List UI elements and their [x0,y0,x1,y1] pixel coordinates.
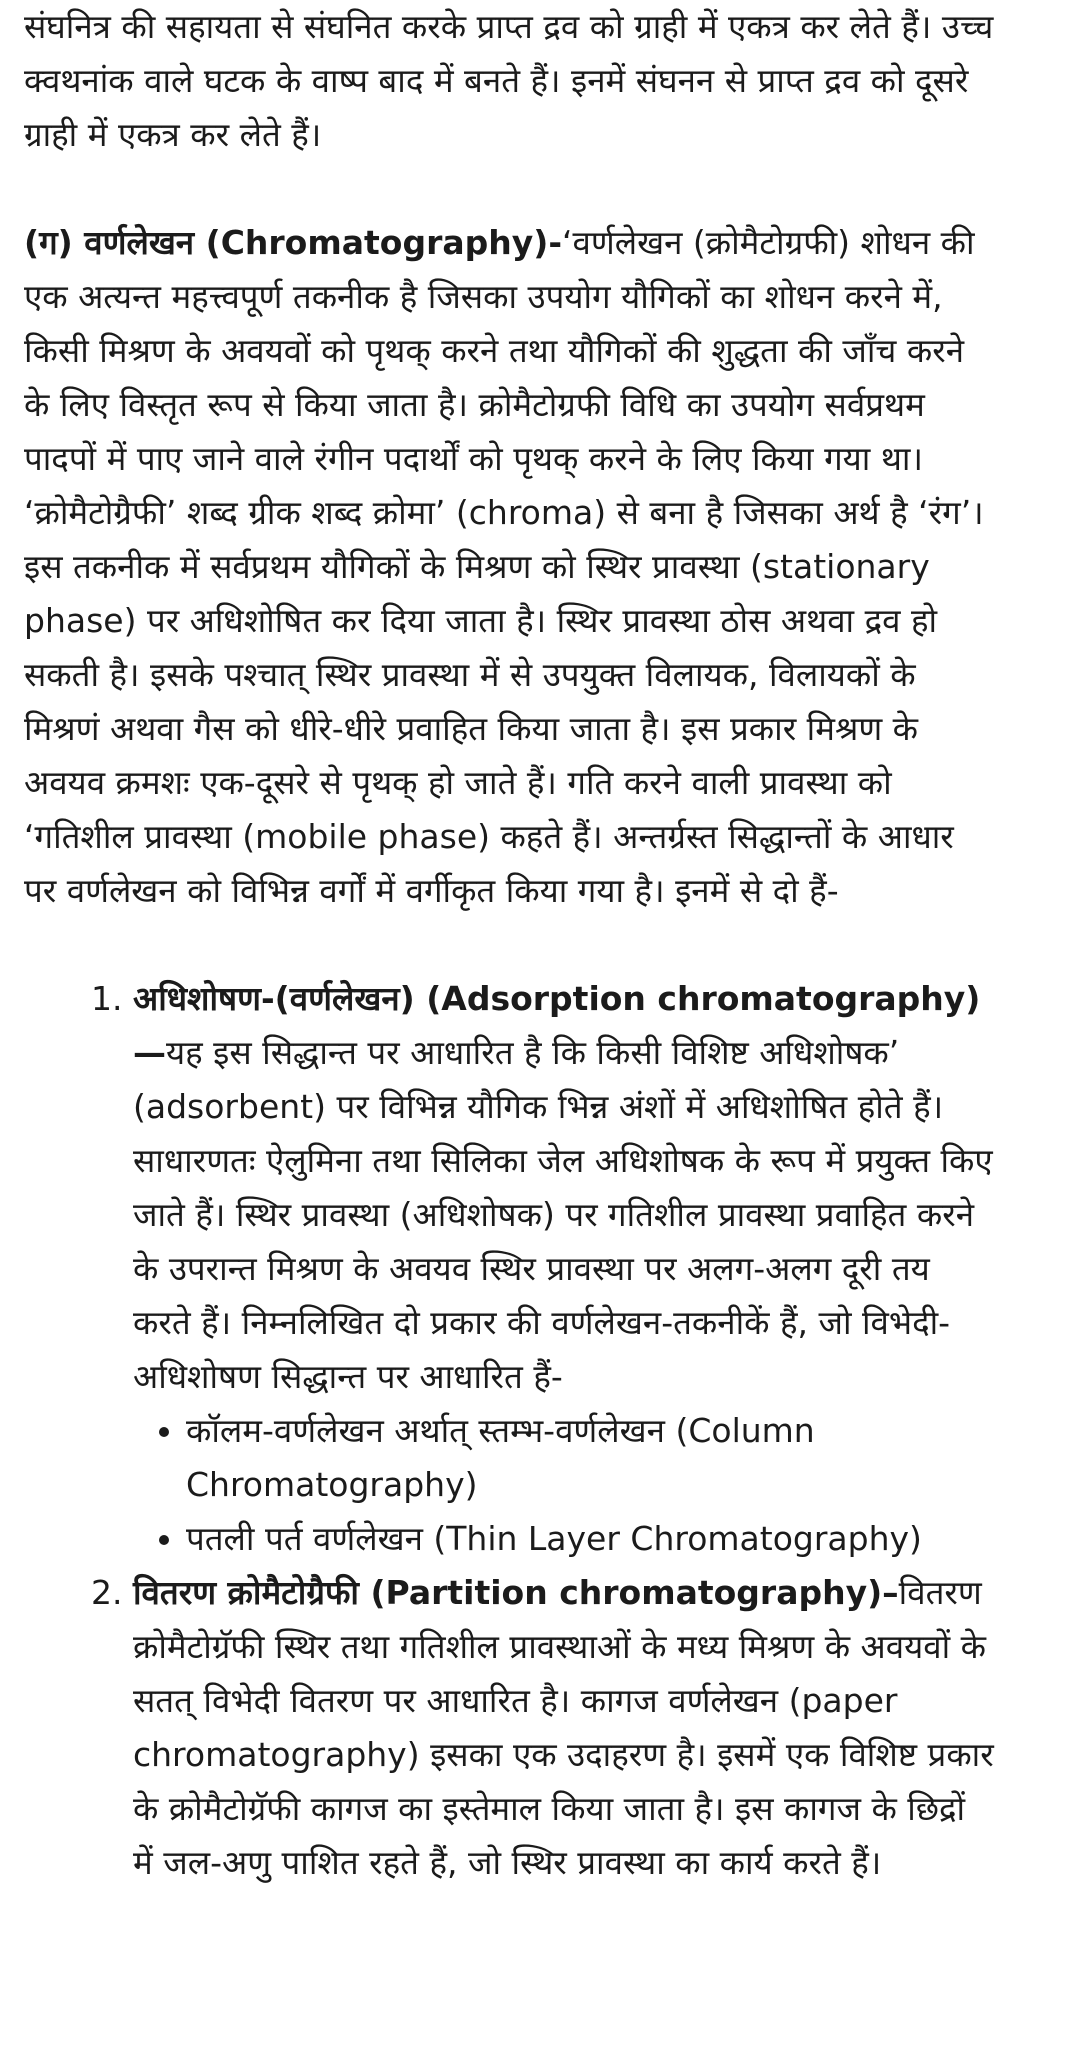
paragraph-gap [24,162,995,216]
adsorption-body: यह इस सिद्धान्त पर आधारित है कि किसी विशिष्ट अधिशोषक’ (adsorbent) पर विभिन्न यौगिक भिन्न अंशों में अधिशोषित होते हैं। साधारणतः ऐलुमिना तथा सिलिका जेल अधिशोषक के रूप में प्रयुक्त किए जाते हैं। स्थिर प्रावस्था (अधिशोषक) पर गतिशील प्रावस्था प्रवाहित करने के उपरान्त मिश्रण के अवयव स्थिर प्रावस्था पर अलग-अलग दूरी तय करते हैं। निम्नलिखित दो प्रकार की वर्णलेखन-तकनीकें हैं, जो विभेदी-अधिशोषण सिद्धान्त पर आधारित हैं- [133,1033,993,1396]
partition-heading: वितरण क्रोमैटोग्रैफी (Partition chromatography)– [133,1573,899,1612]
partition-body: वितरण क्रोमैटोग्रॅफी स्थिर तथा गतिशील प्रावस्थाओं के मध्य मिश्रण के अवयवों के सतत् विभेदी वितरण पर आधारित है। कागज वर्णलेखन (paper chromatography) इसका एक उदाहरण है। इसमें एक विशिष्ट प्रकार के क्रोमैटोग्रॅफी कागज का इस्तेमाल किया जाता है। इस कागज के छिद्रों में जल-अणु पाशित रहते हैं, जो स्थिर प्रावस्था का कार्य करते हैं। [133,1573,994,1882]
list-item-partition [133,1566,995,1890]
bullet-item-column: • कॉलम-वर्णलेखन अर्थात् स्तम्भ-वर्णलेखन (Column Chromatography) [186,1404,995,1512]
intro-paragraph: संघनित्र की सहायता से संघनित करके प्राप्त द्रव को ग्राही में एकत्र कर लेते हैं। उच्च क्वथनांक वाले घटक के वाष्प बाद में बनते हैं। इनमें संघनन से प्राप्त द्रव को दूसरे ग्राही में एकत्र कर लेते हैं। [24,7,994,154]
paragraph-gap [24,918,995,972]
chromatography-types-list [24,972,995,1890]
adsorption-heading: अधिशोषण-(वर्णलेखन) (Adsorption chromatography)— [133,979,981,1072]
chromatography-paragraph [24,216,995,918]
section-body: ‘वर्णलेखन (क्रोमैटोग्रफी) शोधन की एक अत्यन्त महत्त्वपूर्ण तकनीक है जिसका उपयोग यौगिकों का शोधन करने में, किसी मिश्रण के अवयवों को पृथक् करने तथा यौगिकों की शुद्धता की जाँच करने के लिए विस्तृत रूप से किया जाता है। क्रोमैटोग्रफी विधि का उपयोग सर्वप्रथम पादपों में पाए जाने वाले रंगीन पदार्थों को पृथक् करने के लिए किया गया था। ‘क्रोमैटोग्रैफी’ शब्द ग्रीक शब्द क्रोमा’ (chroma) से बना है जिसका अर्थ है ‘रंग’। इस तकनीक में सर्वप्रथम यौगिकों के मिश्रण को स्थिर प्रावस्था (stationary phase) पर अधिशोषित कर दिया जाता है। स्थिर प्रावस्था ठोस अथवा द्रव हो सकती है। इसके पश्चात् स्थिर प्रावस्था में से उपयुक्त विलायक, विलायकों के मिश्रणं अथवा गैस को धीरे-धीरे प्रवाहित किया जाता है। इस प्रकार मिश्रण के अवयव क्रमशः एक-दूसरे से पृथक् हो जाते हैं। गति करने वाली प्रावस्था को ‘गतिशील प्रावस्था (mobile phase) कहते हैं। अन्तर्ग्रस्त सिद्धान्तों के आधार पर वर्णलेखन को विभिन्न वर्गों में वर्गीकृत किया गया है। इनमें से दो हैं- [24,223,984,910]
bullet-item-thin-layer: • पतली पर्त वर्णलेखन (Thin Layer Chromatography) [186,1512,995,1566]
list-item-adsorption [133,972,995,1566]
adsorption-techniques-list [133,1404,995,1566]
section-heading: (ग) वर्णलेखन (Chromatography)- [24,223,563,262]
